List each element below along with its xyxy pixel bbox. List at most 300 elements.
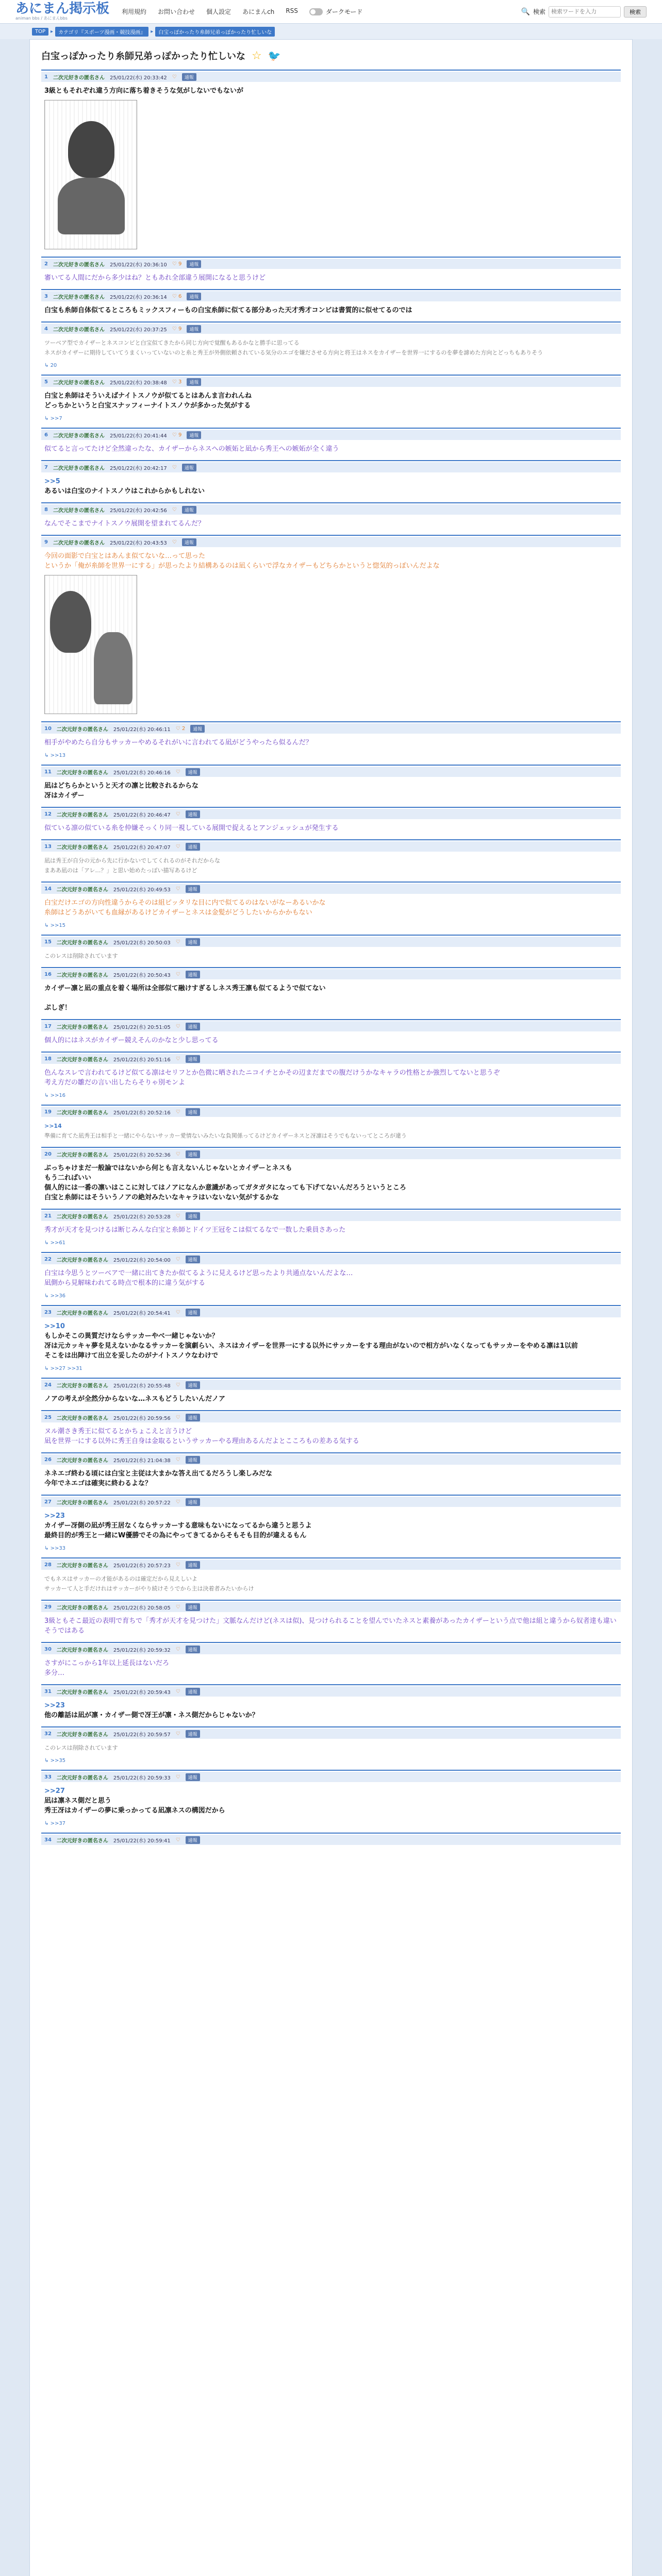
like-button[interactable] xyxy=(176,939,180,945)
report-button[interactable]: 通報 xyxy=(186,1730,200,1738)
poster-name: 二次元好きの匿名さん xyxy=(53,380,105,386)
like-button[interactable] xyxy=(176,1499,180,1505)
post-number[interactable]: 3 xyxy=(44,293,48,299)
post-header xyxy=(41,1772,621,1782)
post-line: なんでそこまでナイトスノウ展開を望まれてるんだ？ xyxy=(44,520,205,528)
poster-name: 二次元好きの匿名さん xyxy=(56,1458,108,1464)
like-button[interactable] xyxy=(176,1213,180,1219)
like-button[interactable] xyxy=(176,1310,180,1315)
post-number[interactable]: 25 xyxy=(44,1414,52,1420)
post-date: 25/01/22(水) 20:57:23 xyxy=(113,1563,171,1569)
like-button[interactable] xyxy=(176,1562,180,1568)
post-body xyxy=(41,1697,621,1720)
post-number[interactable]: 23 xyxy=(44,1309,52,1315)
post-number[interactable]: 8 xyxy=(44,506,48,513)
post-line[interactable]: >>14 xyxy=(44,1123,62,1129)
like-button[interactable] xyxy=(172,465,177,470)
poster-name: 二次元好きの匿名さん xyxy=(56,770,108,776)
reply-link[interactable]: >>7 xyxy=(50,416,62,421)
page-title: 白宝っぽかったり糸師兄弟っぽかったり忙しいな xyxy=(41,51,245,62)
heart-icon: ♡ xyxy=(172,74,177,80)
report-button[interactable]: 通報 xyxy=(187,378,201,386)
post-number[interactable]: 33 xyxy=(44,1774,52,1780)
post-date: 25/01/22(水) 20:41:44 xyxy=(109,433,167,439)
manga-image[interactable] xyxy=(44,575,137,714)
breadcrumb-category[interactable]: カテゴリ『スポーツ漫画・競技漫画』 xyxy=(55,27,148,37)
like-button[interactable] xyxy=(172,379,182,385)
search-box xyxy=(521,6,647,18)
post-number[interactable]: 4 xyxy=(44,326,48,332)
post-body xyxy=(41,1739,621,1753)
like-count: 2 xyxy=(181,725,186,732)
report-button[interactable]: 通報 xyxy=(187,260,201,268)
post xyxy=(41,257,621,283)
post-line: 白宝と糸師はそういえばナイトスノウが似てるとはあんま言われんね xyxy=(44,392,252,400)
post-date: 25/01/22(水) 20:42:56 xyxy=(109,507,167,514)
post-line[interactable]: >>23 xyxy=(44,1702,65,1709)
post-body xyxy=(41,1654,621,1678)
post-body xyxy=(41,1782,621,1816)
heart-icon: ♡ xyxy=(172,293,178,299)
report-button[interactable]: 通報 xyxy=(186,1456,200,1464)
reply-link[interactable]: >>33 xyxy=(50,1546,66,1551)
report-button[interactable]: 通報 xyxy=(190,725,205,733)
heart-icon: ♡ xyxy=(175,1414,180,1420)
post xyxy=(41,1105,621,1141)
post-line: ツーベア型でカイザーとネスコンビと白宝似てきたから同じ方向で覚醒もあるかなと勝手に思ってる xyxy=(44,340,300,346)
post xyxy=(41,1726,621,1764)
poster-name: 二次元好きの匿名さん xyxy=(53,75,105,81)
heart-icon: ♡ xyxy=(175,1056,180,1062)
post-number[interactable]: 22 xyxy=(44,1256,52,1262)
post-date: 25/01/22(水) 20:59:33 xyxy=(113,1775,171,1781)
poster-name: 二次元好きの匿名さん xyxy=(56,1024,108,1030)
site-header xyxy=(0,0,662,24)
post-number[interactable]: 30 xyxy=(44,1646,52,1652)
like-button[interactable] xyxy=(176,1109,180,1115)
reply-links[interactable] xyxy=(41,1361,621,1371)
like-button[interactable] xyxy=(176,1731,180,1737)
like-button[interactable] xyxy=(172,539,177,545)
post-date: 25/01/22(水) 20:51:16 xyxy=(113,1057,171,1063)
like-button[interactable] xyxy=(172,74,177,80)
heart-icon: ♡ xyxy=(175,1456,180,1463)
like-button[interactable] xyxy=(176,1257,180,1262)
post-header xyxy=(41,430,621,440)
heart-icon: ♡ xyxy=(175,971,180,977)
report-button[interactable]: 通報 xyxy=(186,1414,200,1421)
post-header xyxy=(41,884,621,894)
search-input[interactable] xyxy=(549,6,621,18)
report-button[interactable]: 通報 xyxy=(187,293,201,300)
heart-icon: ♡ xyxy=(175,1731,180,1737)
reply-link[interactable]: >>16 xyxy=(50,1093,66,1098)
post-header xyxy=(41,969,621,979)
post-line: カイザー凛と凪の重点を着く場所は全部似て融けすぎるしネス秀王凛も似てるようで似てない xyxy=(44,985,326,992)
heart-icon: ♡ xyxy=(172,464,177,470)
post-header xyxy=(41,1211,621,1221)
post-line: どっちかというと白宝スナッフィーナイトスノウが多かった気がする xyxy=(44,402,251,410)
post-line: 凪側から見解味われてる時点で根本的に違う気がする xyxy=(44,1279,206,1287)
post xyxy=(41,428,621,454)
poster-name: 二次元好きの匿名さん xyxy=(53,540,105,546)
post xyxy=(41,807,621,833)
report-button[interactable]: 通報 xyxy=(186,1212,200,1220)
poster-name: 二次元好きの匿名さん xyxy=(56,844,108,851)
report-button[interactable]: 通報 xyxy=(186,1836,200,1844)
post-date: 25/01/22(水) 20:58:05 xyxy=(113,1605,171,1611)
post-line: このレスは削除されています xyxy=(44,953,118,959)
post-date: 25/01/22(水) 21:04:38 xyxy=(113,1458,171,1464)
post-date: 25/01/22(水) 20:52:36 xyxy=(113,1152,171,1158)
reply-links[interactable] xyxy=(41,1288,621,1299)
post xyxy=(41,765,621,801)
post-line: このレスは削除されています xyxy=(44,1744,118,1751)
reply-link[interactable]: >>15 xyxy=(50,923,66,928)
post-number[interactable]: 19 xyxy=(44,1109,52,1115)
like-count: 9 xyxy=(178,432,182,438)
reply-link[interactable]: >>36 xyxy=(50,1293,66,1299)
post-number[interactable]: 7 xyxy=(44,464,48,470)
image-figure xyxy=(68,121,114,178)
post-body xyxy=(41,82,621,96)
post-line: でもネスはサッカーの才能があるのは確定だから見えしいよ xyxy=(44,1575,197,1582)
report-button[interactable]: 通報 xyxy=(186,885,200,893)
reply-link[interactable]: 20 xyxy=(50,363,57,368)
like-button[interactable] xyxy=(172,432,182,438)
report-button[interactable]: 通報 xyxy=(186,1108,200,1116)
nav-settings[interactable]: 個人設定 xyxy=(206,8,231,15)
report-button[interactable]: 通報 xyxy=(186,971,200,978)
post xyxy=(41,460,621,496)
reply-link[interactable]: >>61 xyxy=(50,1240,66,1246)
breadcrumb xyxy=(0,24,662,39)
heart-icon: ♡ xyxy=(175,939,180,945)
nav-rss[interactable]: RSS xyxy=(286,7,298,14)
like-button[interactable] xyxy=(176,1457,180,1463)
reply-links[interactable] xyxy=(41,411,621,421)
post-number[interactable]: 27 xyxy=(44,1499,52,1505)
like-button[interactable] xyxy=(176,1647,180,1652)
report-button[interactable]: 通報 xyxy=(186,1309,200,1316)
post-number[interactable]: 34 xyxy=(44,1837,52,1843)
reply-links[interactable] xyxy=(41,358,621,368)
post-number[interactable]: 10 xyxy=(44,725,52,732)
post-number[interactable]: 16 xyxy=(44,971,52,977)
post-number[interactable]: 32 xyxy=(44,1731,52,1737)
reply-links[interactable] xyxy=(41,1235,621,1246)
like-button[interactable] xyxy=(176,1056,180,1062)
post-line: 似ている凛の似ている糸を仲嫌そっくり同一視している展開で捉えるとアンジェッシュが発生する xyxy=(44,824,339,832)
report-button[interactable]: 通報 xyxy=(182,464,196,471)
reply-arrow-icon: ↳ xyxy=(44,753,51,758)
post-header xyxy=(41,1107,621,1117)
post-line: 今回の面影で白宝とはあんま似てないな…って思った xyxy=(44,552,206,560)
post-date: 25/01/22(水) 20:54:41 xyxy=(113,1310,171,1316)
post-line: ノアの考えが全然分からないな…ネスもどうしたいんだノア xyxy=(44,1395,226,1403)
reply-link[interactable]: >>35 xyxy=(50,1758,66,1764)
post-number[interactable]: 14 xyxy=(44,886,52,892)
poster-name: 二次元好きの匿名さん xyxy=(56,1732,108,1738)
post-date: 25/01/22(水) 20:54:00 xyxy=(113,1257,171,1263)
post-line: ネスがカイザーに期待していてうまくいっていないのと糸と秀王が外側依頼されている気分のエゴを嫌ださせる方向と将王はネスをカイザーを世界一にするのを夢を諦めた方向とどっちもありそう xyxy=(44,349,543,356)
report-button[interactable]: 通報 xyxy=(186,1561,200,1569)
post-line: 秀王冴はカイザーの夢に乗っかってる凪凛ネスの構図だから xyxy=(44,1807,225,1815)
post-number[interactable]: 9 xyxy=(44,539,48,545)
post-number[interactable]: 24 xyxy=(44,1382,52,1388)
report-button[interactable]: 通報 xyxy=(186,1256,200,1263)
post-number[interactable]: 29 xyxy=(44,1604,52,1610)
report-button[interactable]: 通報 xyxy=(186,938,200,946)
image-figure xyxy=(58,178,125,234)
post-body xyxy=(41,1507,621,1540)
like-button[interactable] xyxy=(176,1604,180,1610)
header-nav xyxy=(122,7,298,16)
search-icon: 🔍 xyxy=(521,7,530,16)
post-line: 最終目的が秀王と一緒にW優勝でその為にやってきてるからそもそも目的が違えるもん xyxy=(44,1532,307,1539)
report-button[interactable]: 通報 xyxy=(186,1023,200,1030)
poster-name: 二次元好きの匿名さん xyxy=(56,972,108,978)
heart-icon: ♡ xyxy=(172,432,178,438)
like-button[interactable] xyxy=(176,769,180,775)
like-button[interactable] xyxy=(176,726,186,732)
post-number[interactable]: 6 xyxy=(44,432,48,438)
post-line: 白宝も糸師自体似てるところもミックスフィーもの白宝糸師に似てる部分あった天才秀才コンビは書質的に似せてるのでは xyxy=(44,307,412,314)
report-button[interactable]: 通報 xyxy=(182,506,196,514)
post xyxy=(41,70,621,249)
toggle-switch[interactable] xyxy=(309,8,323,15)
like-button[interactable] xyxy=(176,1837,180,1843)
post-number[interactable]: 15 xyxy=(44,939,52,945)
search-option[interactable]: 検索 xyxy=(533,8,545,15)
post-number[interactable]: 17 xyxy=(44,1023,52,1029)
heart-icon: ♡ xyxy=(175,811,180,817)
reply-arrow-icon: ↳ xyxy=(44,923,51,928)
post-list xyxy=(41,70,621,1845)
like-button[interactable] xyxy=(176,1415,180,1420)
reply-arrow-icon: ↳ xyxy=(44,1293,51,1299)
post-date: 25/01/22(水) 20:50:43 xyxy=(113,972,171,978)
post-date: 25/01/22(水) 20:46:47 xyxy=(113,812,171,818)
like-button[interactable] xyxy=(176,1024,180,1029)
post-body xyxy=(41,947,621,961)
post-line: サッカーて人と手だけれはサッカーがやり続けそうでから主は決着者みたいからけ xyxy=(44,1585,254,1592)
reply-arrow-icon: ↳ xyxy=(44,1366,51,1371)
like-button[interactable] xyxy=(172,294,182,299)
report-button[interactable]: 通報 xyxy=(186,1773,200,1781)
poster-name: 二次元好きの匿名さん xyxy=(56,1214,108,1220)
report-button[interactable]: 通報 xyxy=(186,1646,200,1653)
report-button[interactable]: 通報 xyxy=(186,1055,200,1063)
heart-icon: ♡ xyxy=(172,326,178,332)
heart-icon: ♡ xyxy=(172,506,177,513)
post-number[interactable]: 31 xyxy=(44,1688,52,1694)
report-button[interactable]: 通報 xyxy=(182,538,196,546)
post xyxy=(41,839,621,875)
reply-arrow-icon: ↳ xyxy=(44,1093,51,1098)
post-number[interactable]: 12 xyxy=(44,811,52,817)
post-number[interactable]: 13 xyxy=(44,843,52,850)
post-line[interactable]: >>10 xyxy=(44,1323,65,1330)
post-date: 25/01/22(水) 20:59:32 xyxy=(113,1647,171,1653)
heart-icon: ♡ xyxy=(175,1023,180,1029)
report-button[interactable]: 通報 xyxy=(186,1498,200,1506)
manga-image[interactable] xyxy=(44,100,137,249)
reply-link[interactable]: >>27 >>31 xyxy=(50,1366,82,1371)
like-count: 3 xyxy=(178,379,182,385)
report-button[interactable]: 通報 xyxy=(186,810,200,818)
thread-content xyxy=(29,39,633,2576)
post xyxy=(41,1209,621,1246)
report-button[interactable]: 通報 xyxy=(186,1381,200,1389)
post xyxy=(41,1495,621,1551)
post xyxy=(41,1557,621,1594)
post-body xyxy=(41,1064,621,1088)
thread-title-row xyxy=(41,49,621,62)
site-logo[interactable] xyxy=(15,2,109,21)
like-count: 9 xyxy=(178,261,182,267)
post-header xyxy=(41,259,621,269)
post-header xyxy=(41,462,621,472)
like-button[interactable] xyxy=(176,811,180,817)
post xyxy=(41,1147,621,1202)
post-body xyxy=(41,515,621,529)
like-button[interactable] xyxy=(176,1774,180,1780)
favorite-star-icon[interactable]: ☆ xyxy=(252,49,262,62)
report-button[interactable]: 通報 xyxy=(186,1603,200,1611)
post-body xyxy=(41,1570,621,1594)
reply-arrow-icon: ↳ xyxy=(44,416,51,421)
like-button[interactable] xyxy=(172,507,177,513)
report-button[interactable]: 通報 xyxy=(186,1688,200,1696)
heart-icon: ♡ xyxy=(175,1382,180,1388)
logo-title: あにまん掲示板 xyxy=(15,1,110,16)
heart-icon: ♡ xyxy=(175,1562,180,1568)
post-line: 今年でネエゴは確実に終わるよな？ xyxy=(44,1480,152,1487)
nav-terms[interactable]: 利用規約 xyxy=(122,8,147,15)
image-figure xyxy=(94,632,133,704)
like-count: 6 xyxy=(178,293,182,299)
post-line: 似てると言ってたけど全然違ったな、カイザーからネスへの嫉妬と凪から秀王への嫉妬が全く違う xyxy=(44,445,339,453)
post-header xyxy=(41,937,621,947)
like-button[interactable] xyxy=(176,972,180,977)
nav-animanch[interactable]: あにまんch xyxy=(242,8,275,15)
post-number[interactable]: 20 xyxy=(44,1151,52,1157)
poster-name: 二次元好きの匿名さん xyxy=(56,1257,108,1263)
post-line: 多分… xyxy=(44,1669,65,1677)
poster-name: 二次元好きの匿名さん xyxy=(56,726,108,733)
post xyxy=(41,1378,621,1404)
post-line[interactable]: >>5 xyxy=(44,478,60,485)
poster-name: 二次元好きの匿名さん xyxy=(56,1310,108,1316)
report-button[interactable]: 通報 xyxy=(182,73,196,81)
like-button[interactable] xyxy=(172,261,182,267)
post-line: もう二ればいい xyxy=(44,1174,92,1182)
post-date: 25/01/22(水) 20:38:48 xyxy=(109,380,167,386)
post-header xyxy=(41,1602,621,1612)
reply-arrow-icon: ↳ xyxy=(44,1546,51,1551)
poster-name: 二次元好きの匿名さん xyxy=(53,507,105,514)
post xyxy=(41,1410,621,1446)
post-number[interactable]: 26 xyxy=(44,1456,52,1463)
poster-name: 二次元好きの匿名さん xyxy=(56,1500,108,1506)
reply-links[interactable] xyxy=(41,1540,621,1551)
post-date: 25/01/22(水) 20:59:56 xyxy=(113,1415,171,1421)
report-button[interactable]: 通報 xyxy=(186,768,200,776)
post-header xyxy=(41,1497,621,1507)
breadcrumb-top[interactable]: TOP xyxy=(32,28,48,36)
poster-name: 二次元好きの匿名さん xyxy=(56,812,108,818)
post-line: ぷしぎ！ xyxy=(44,1004,72,1012)
post-line: というか「俺が糸師を世界一にする」が思ったより結構あるのは凪くらいで浮なカイザーもどちらかというと惚気的っぽいんだよな xyxy=(44,562,440,570)
post-number[interactable]: 5 xyxy=(44,379,48,385)
report-button[interactable]: 通報 xyxy=(186,1150,200,1158)
post xyxy=(41,1770,621,1826)
post-number[interactable]: 11 xyxy=(44,769,52,775)
post xyxy=(41,1052,621,1098)
post-number[interactable]: 18 xyxy=(44,1056,52,1062)
reply-link[interactable]: >>37 xyxy=(50,1821,66,1826)
twitter-share-icon[interactable]: 🐦 xyxy=(268,49,281,62)
post-line[interactable]: >>23 xyxy=(44,1512,65,1520)
post xyxy=(41,721,621,758)
like-button[interactable] xyxy=(176,886,180,892)
reply-links[interactable] xyxy=(41,748,621,758)
post xyxy=(41,502,621,529)
post-header xyxy=(41,1644,621,1654)
post-body xyxy=(41,334,621,358)
dark-mode-toggle[interactable] xyxy=(309,7,363,16)
poster-name: 二次元好きの匿名さん xyxy=(56,1775,108,1781)
post-line: 冴はカイザー xyxy=(44,792,85,800)
like-button[interactable] xyxy=(172,326,182,332)
chevron-right-icon: ▸ xyxy=(51,28,54,35)
reply-links[interactable] xyxy=(41,1088,621,1098)
post-number[interactable]: 2 xyxy=(44,261,48,267)
post-header xyxy=(41,1412,621,1422)
post-line: ぶっちゃけまだ一般論ではないから何とも言えないんじゃないとカイザーとネスも xyxy=(44,1164,292,1172)
post-number[interactable]: 1 xyxy=(44,74,48,80)
reply-links[interactable] xyxy=(41,918,621,928)
like-button[interactable] xyxy=(176,844,180,850)
post-header xyxy=(41,1307,621,1317)
reply-link[interactable]: >>13 xyxy=(50,753,66,758)
post-header xyxy=(41,1021,621,1031)
post-number[interactable]: 28 xyxy=(44,1562,52,1568)
post-line[interactable]: >>27 xyxy=(44,1787,65,1795)
reply-links[interactable] xyxy=(41,1753,621,1764)
search-button[interactable]: 検索 xyxy=(624,6,647,18)
report-button[interactable]: 通報 xyxy=(187,325,201,333)
report-button[interactable]: 通報 xyxy=(186,843,200,851)
heart-icon: ♡ xyxy=(175,1309,180,1315)
nav-contact[interactable]: お問い合わせ xyxy=(158,8,195,15)
post-number[interactable]: 21 xyxy=(44,1213,52,1219)
poster-name: 二次元好きの匿名さん xyxy=(56,1415,108,1421)
like-button[interactable] xyxy=(176,1151,180,1157)
like-button[interactable] xyxy=(176,1689,180,1694)
heart-icon: ♡ xyxy=(175,1604,180,1610)
like-button[interactable] xyxy=(176,1382,180,1388)
reply-links[interactable] xyxy=(41,1816,621,1826)
post-body xyxy=(41,1221,621,1235)
post-date: 25/01/22(水) 20:43:53 xyxy=(109,540,167,546)
breadcrumb-thread[interactable]: 白宝っぽかったり糸師兄弟っぽかったり忙しいな xyxy=(155,27,275,37)
like-count: 9 xyxy=(178,326,182,332)
post xyxy=(41,289,621,315)
post-date: 25/01/22(水) 20:36:14 xyxy=(109,294,167,300)
report-button[interactable]: 通報 xyxy=(187,431,201,439)
